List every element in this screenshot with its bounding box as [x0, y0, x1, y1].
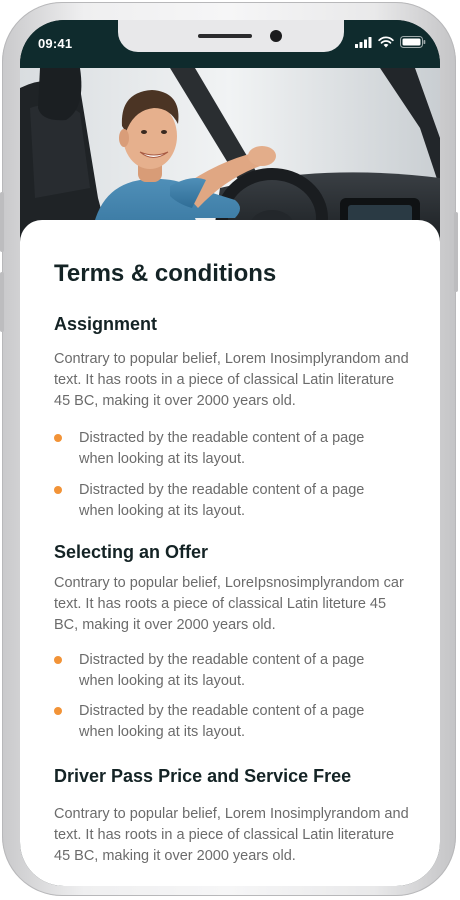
- status-icons: [355, 35, 426, 49]
- section-paragraph: Contrary to popular belief, Lorem Inosimplyrandom and text. It has roots in a piece of classical Latin literature 45 BC, making it over 2000 years old.: [54, 351, 409, 409]
- terms-card: [20, 220, 440, 886]
- speaker-grille: [198, 34, 252, 38]
- section-heading-assignment: Assignment: [54, 314, 158, 334]
- signal-icon: [355, 37, 372, 48]
- bullet-dot-icon: [54, 656, 62, 664]
- status-bar: [20, 20, 440, 68]
- wifi-icon: [378, 36, 394, 48]
- phone-screen: [20, 20, 440, 886]
- phone-volume-button: [0, 192, 4, 252]
- bullet-text: Distracted by the readable content of a page when looking at its layout.: [79, 482, 365, 519]
- status-time: 09:41: [38, 36, 73, 51]
- page-title: Terms & conditions: [54, 260, 277, 287]
- section-heading-driver-pass: Driver Pass Price and Service Free: [54, 766, 352, 786]
- bullet-dot-icon: [54, 434, 62, 442]
- notch: [118, 20, 344, 52]
- bullet-text: Distracted by the readable content of a page when looking at its layout.: [79, 703, 365, 740]
- bullet-dot-icon: [54, 486, 62, 494]
- phone-side-button: [454, 212, 458, 292]
- section-heading-selecting-offer: Selecting an Offer: [54, 542, 209, 562]
- phone-frame: [2, 2, 456, 896]
- bullet-text: Distracted by the readable content of a page when looking at its layout.: [79, 652, 365, 689]
- section-paragraph: Contrary to popular belief, Lorem Inosimplyrandom and text. It has roots in a piece of classical Latin literature 45 BC, making it over 2000 years old.: [54, 806, 409, 864]
- bullet-text: Distracted by the readable content of a page when looking at its layout.: [79, 430, 365, 467]
- front-camera: [270, 30, 282, 42]
- battery-icon: [400, 36, 426, 48]
- bullet-dot-icon: [54, 707, 62, 715]
- section-paragraph: Contrary to popular belief, LoreIpsnosimplyrandom car text. It has roots a piece of classical Latin liteture 45 BC, making it over 2000 years old.: [54, 575, 404, 633]
- phone-volume-button: [0, 272, 4, 332]
